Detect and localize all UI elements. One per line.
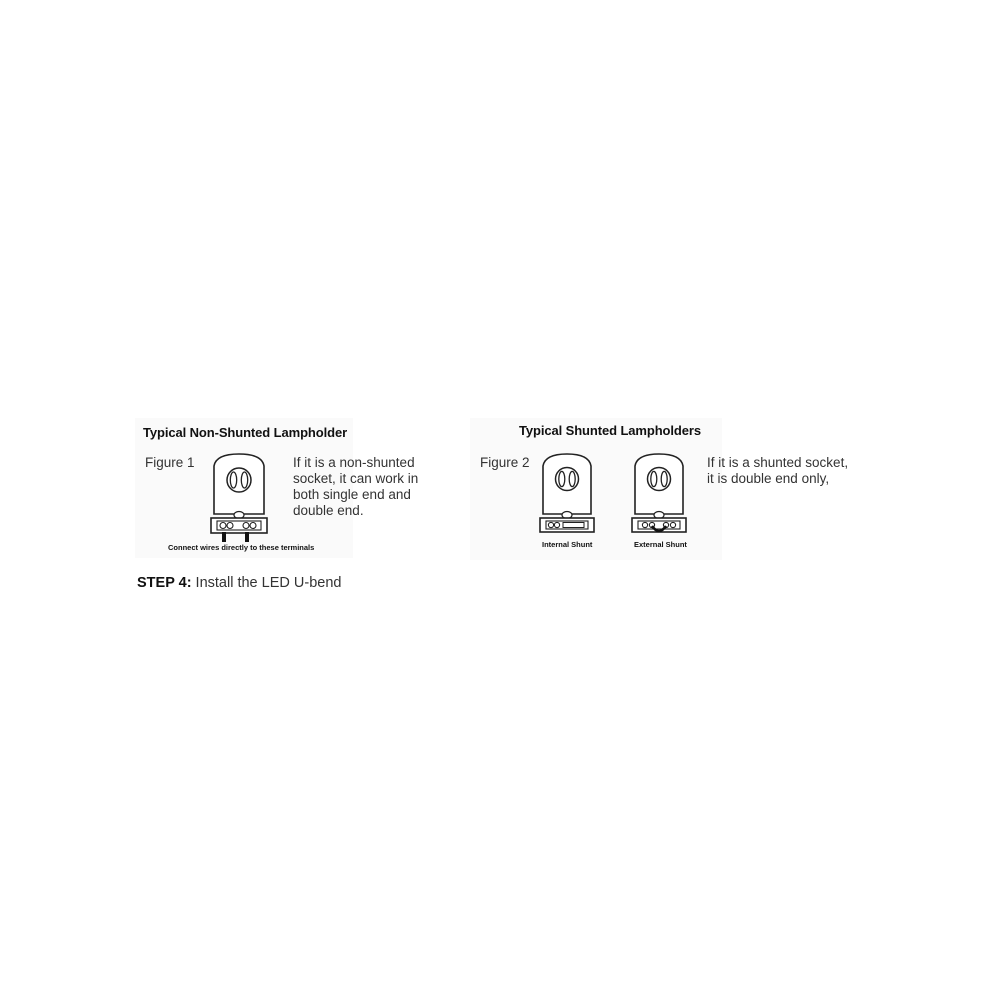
external-shunt-caption: External Shunt [634, 540, 687, 549]
non-shunted-heading: Typical Non-Shunted Lampholder [143, 425, 348, 440]
shunted-description: If it is a shunted socket, it is double end only, [707, 455, 849, 486]
figure-1-label: Figure 1 [145, 455, 195, 470]
external-shunt-socket-icon [629, 452, 689, 534]
shunted-heading: Typical Shunted Lampholders [519, 423, 701, 438]
internal-shunt-socket-icon [537, 452, 597, 534]
non-shunted-caption: Connect wires directly to these terminals [168, 543, 315, 552]
step-4-label: STEP 4: [137, 575, 192, 587]
internal-shunt-caption: Internal Shunt [542, 540, 593, 549]
step-4-text: Install the LED U-bend [191, 575, 342, 587]
non-shunted-socket-icon [208, 452, 270, 542]
non-shunted-description: If it is a non-shunted socket, it can work in both single end and double end. [293, 455, 419, 518]
figure-2-label: Figure 2 [480, 455, 530, 470]
step-4-line [137, 571, 367, 587]
